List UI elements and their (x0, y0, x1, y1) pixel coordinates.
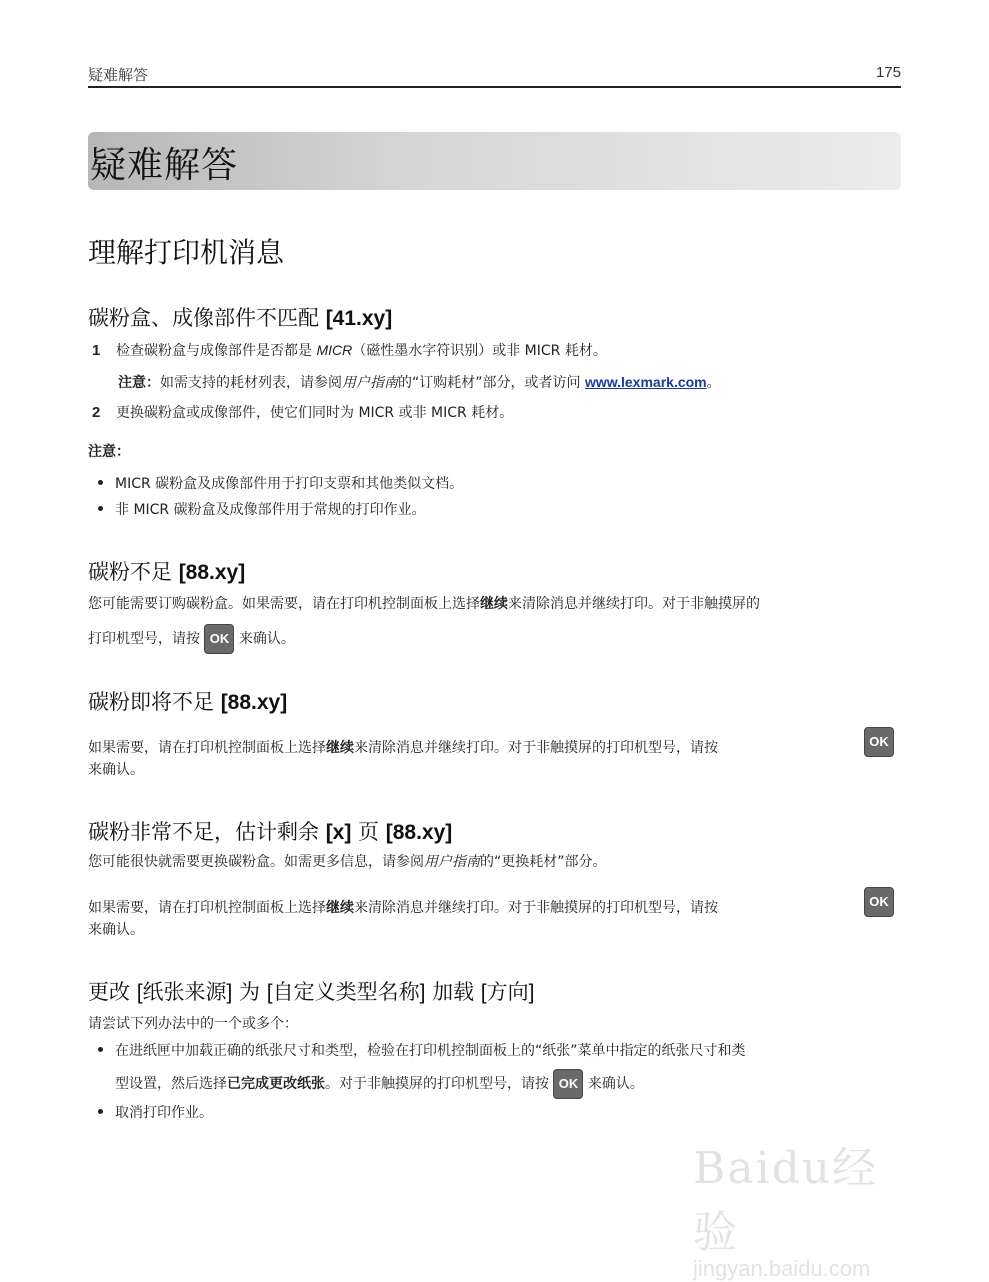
bullet-icon (98, 1109, 103, 1114)
user-guide-ref: 用户指南 (342, 375, 398, 391)
list-item (98, 1102, 213, 1122)
user-guide-ref: 用户指南 (424, 854, 480, 870)
notes-heading (88, 442, 903, 462)
continue-term: 继续 (326, 740, 354, 756)
list-item-text: MICR 碳粉盒及成像部件用于打印支票和其他类似文档。 (115, 476, 464, 492)
header-rule (88, 86, 901, 88)
step-text: 检查碳粉盒与成像部件是否都是 (116, 343, 312, 359)
paragraph-text: 的“更换耗材”部分。 (480, 854, 607, 870)
step-text: （磁性墨水字符识别）或非 MICR 耗材。 (352, 343, 607, 359)
step-2 (92, 403, 907, 423)
topic-heading-toner-low (88, 556, 245, 586)
topic-heading-change-paper (88, 976, 534, 1006)
ok-button-icon: OK (553, 1069, 583, 1099)
paragraph-text: 如果需要，请在打印机控制面板上选择 (88, 740, 326, 756)
bullet-icon (98, 480, 103, 485)
error-code: [88.xy] (220, 691, 288, 714)
notes-label: 注意： (88, 444, 130, 460)
ok-button-icon: OK (864, 887, 894, 917)
step-1 (92, 340, 907, 361)
paragraph (88, 594, 903, 614)
error-code: [41.xy] (325, 307, 393, 330)
paragraph-text: 来清除消息并继续打印。对于非触摸屏的 (508, 596, 760, 612)
paragraph-line: 来确认。 (88, 762, 144, 778)
watermark-logo: Baidu经验 (693, 1143, 879, 1258)
paragraph-text: 来清除消息并继续打印。对于非触摸屏的打印机型号，请按 (354, 740, 718, 756)
bullet-icon (98, 506, 103, 511)
paragraph-text: 您可能很快就需要更换碳粉盒。如需更多信息，请参阅 (88, 854, 424, 870)
paragraph: 请尝试下列办法中的一个或多个： (88, 1016, 298, 1032)
paragraph-line (88, 624, 903, 654)
watermark-url: jingyan.baidu.com (693, 1256, 871, 1281)
ok-button-icon: OK (204, 624, 234, 654)
error-code: [88.xy] (178, 561, 246, 584)
section-title: 理解打印机消息 (88, 236, 285, 269)
topic-heading-text: 为 (239, 980, 261, 1004)
ok-button-icon: OK (864, 727, 894, 757)
list-item (98, 473, 463, 493)
continue-term: 继续 (326, 900, 354, 916)
paragraph-text: 如果需要，请在打印机控制面板上选择 (88, 900, 326, 916)
list-item (98, 1040, 746, 1060)
step-number: 1 (92, 342, 101, 359)
micr-term: MICR (316, 342, 353, 358)
page-number: 175 (875, 64, 901, 81)
step-text: 更换碳粉盒或成像部件，使它们同时为 MICR 或非 MICR 耗材。 (116, 405, 514, 421)
paragraph (88, 738, 903, 758)
list-item-continuation (115, 1069, 644, 1099)
lexmark-link[interactable]: www.lexmark.com (584, 374, 707, 390)
chapter-title: 疑难解答 (90, 145, 239, 186)
list-item-text: 在进纸匣中加载正确的纸张尺寸和类型，检验在打印机控制面板上的“纸张”菜单中指定的纸张尺寸和类 (115, 1043, 746, 1059)
paragraph (88, 852, 903, 872)
running-header-chapter: 疑难解答 (88, 66, 149, 84)
paragraph-text: 来清除消息并继续打印。对于非触摸屏的打印机型号，请按 (354, 900, 718, 916)
placeholder-custom-type: [自定义类型名称] (266, 981, 426, 1004)
step-1-note (118, 372, 721, 392)
note-label: 注意： (118, 375, 160, 391)
paragraph-text: 您可能需要订购碳粉盒。如果需要，请在打印机控制面板上选择 (88, 596, 480, 612)
placeholder-orientation: [方向] (480, 981, 535, 1004)
topic-heading-text: 碳粉盒、成像部件不匹配 (88, 306, 319, 330)
note-text: 的“订购耗材”部分，或者访问 (398, 375, 581, 391)
note-text: 如需支持的耗材列表，请参阅 (160, 375, 342, 391)
topic-heading-text: 碳粉即将不足 (88, 690, 214, 714)
topic-heading-cartridge-mismatch (88, 302, 392, 332)
paragraph (88, 898, 903, 918)
continue-term: 继续 (480, 596, 508, 612)
placeholder-x: [x] (325, 821, 352, 844)
error-code: [88.xy] (385, 821, 453, 844)
topic-heading-text: 碳粉不足 (88, 560, 172, 584)
topic-heading-text: 页 (358, 820, 380, 844)
step-number: 2 (92, 404, 101, 421)
list-item-text: 型设置，然后选择 (115, 1076, 227, 1092)
paragraph-text: 来确认。 (238, 631, 295, 647)
list-item-text: 。对于非触摸屏的打印机型号，请按 (325, 1076, 549, 1092)
placeholder-paper-source: [纸张来源] (136, 981, 233, 1004)
topic-heading-text: 碳粉非常不足，估计剩余 (88, 820, 319, 844)
menu-option-term: 已完成更改纸张 (227, 1076, 325, 1092)
topic-heading-toner-nearly-low (88, 686, 287, 716)
paragraph-line: 来确认。 (88, 922, 144, 938)
paragraph-text: 打印机型号，请按 (88, 631, 200, 647)
topic-heading-text: 加载 (432, 980, 475, 1004)
list-item (98, 499, 426, 519)
list-item-text: 取消打印作业。 (115, 1105, 213, 1121)
topic-heading-toner-very-low (88, 816, 452, 846)
bullet-icon (98, 1047, 103, 1052)
topic-heading-text: 更改 (88, 980, 130, 1004)
list-item-text: 来确认。 (587, 1076, 644, 1092)
note-text: 。 (706, 375, 721, 391)
baidu-watermark (693, 1132, 923, 1281)
list-item-text: 非 MICR 碳粉盒及成像部件用于常规的打印作业。 (115, 502, 426, 518)
